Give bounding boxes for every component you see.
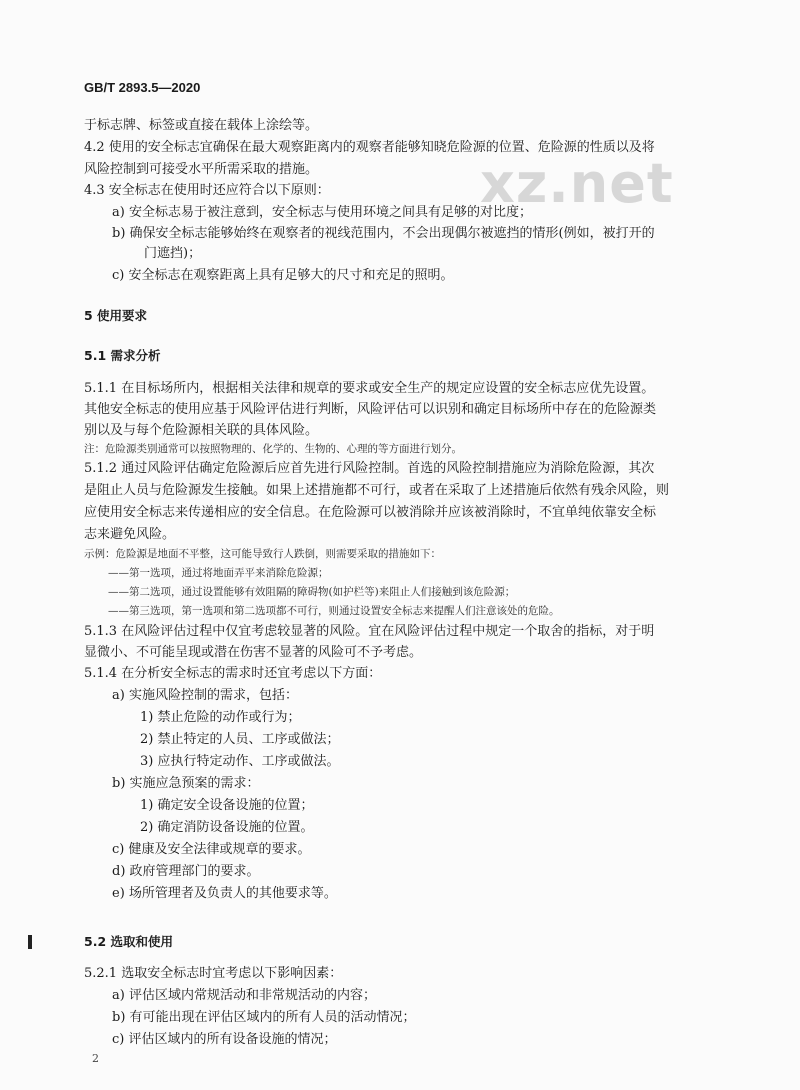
- text-line: 门遮挡)；: [144, 246, 202, 261]
- clause-5-1-2: 5.1.2 通过风险评估确定危险源后应首先进行风险控制。首选的风险控制措施应为消除危险源，其次: [84, 461, 655, 476]
- list-item: c) 评估区域内的所有设备设施的情况；: [112, 1032, 337, 1047]
- list-item: d) 政府管理部门的要求。: [112, 864, 260, 879]
- sub-list-item: 2) 禁止特定的人员、工序或做法；: [140, 732, 340, 747]
- standard-code-header: GB/T 2893.5—2020: [84, 80, 201, 95]
- sub-list-item: 1) 确定安全设备设施的位置；: [140, 798, 314, 813]
- list-item: c) 安全标志在观察距离上具有足够大的尺寸和充足的照明。: [112, 268, 454, 283]
- list-item: b) 确保安全标志能够始终在观察者的视线范围内，不会出现偶尔被遮挡的情形(例如，被打开的: [112, 226, 655, 241]
- list-item: a) 评估区域内常规活动和非常规活动的内容；: [112, 988, 376, 1003]
- text-line: 应使用安全标志来传递相应的安全信息。在危险源可以被消除并应该被消除时，不宜单纯依靠安全标: [84, 505, 657, 520]
- example-option: ——第二选项，通过设置能够有效阻隔的障碍物(如护栏等)来阻止人们接触到该危险源；: [108, 586, 516, 598]
- clause-5-1-1: 5.1.1 在目标场所内，根据相关法律和规章的要求或安全生产的规定应设置的安全标志应优先设置。: [84, 381, 655, 396]
- sub-list-item: 1) 禁止危险的动作或行为；: [140, 710, 301, 725]
- note: 注：危险源类别通常可以按照物理的、化学的、生物的、心理的等方面进行划分。: [84, 443, 462, 455]
- list-item: c) 健康及安全法律或规章的要求。: [112, 842, 311, 857]
- section-heading-5-1: 5.1 需求分析: [84, 348, 161, 363]
- clause-4-3: 4.3 安全标志在使用时还应符合以下原则：: [84, 183, 330, 198]
- text-line: 其他安全标志的使用应基于风险评估进行判断，风险评估可以识别和确定目标场所中存在的危险源类: [84, 402, 657, 417]
- sub-list-item: 3) 应执行特定动作、工序或做法。: [140, 754, 340, 769]
- section-heading-5-2: 5.2 选取和使用: [84, 934, 173, 949]
- text-line: 于标志牌、标签或直接在载体上涂绘等。: [84, 118, 319, 133]
- list-item: a) 实施风险控制的需求，包括：: [112, 688, 298, 703]
- text-line: 是阻止人员与危险源发生接触。如果上述措施都不可行，或者在采取了上述措施后依然有残余风险，则: [84, 483, 670, 498]
- section-heading-5: 5 使用要求: [84, 308, 148, 323]
- watermark: xz.net: [480, 152, 674, 215]
- list-item: b) 有可能出现在评估区域内的所有人员的活动情况；: [112, 1010, 416, 1025]
- margin-mark: [28, 935, 32, 949]
- list-item: a) 安全标志易于被注意到，安全标志与使用环境之间具有足够的对比度；: [112, 205, 532, 220]
- example-option: ——第一选项，通过将地面弄平来消除危险源；: [108, 567, 329, 579]
- text-line: 别以及与每个危险源相关联的具体风险。: [84, 423, 319, 438]
- list-item: e) 场所管理者及负责人的其他要求等。: [112, 886, 337, 901]
- clause-5-2-1: 5.2.1 选取安全标志时宜考虑以下影响因素：: [84, 966, 343, 981]
- list-item: b) 实施应急预案的需求：: [112, 776, 260, 791]
- page-number: 2: [92, 1052, 99, 1065]
- text-line: 显微小、不可能呈现或潜在伤害不显著的风险可不予考虑。: [84, 645, 423, 660]
- example: 示例：危险源是地面不平整，这可能导致行人跌倒，则需要采取的措施如下：: [84, 548, 441, 560]
- sub-list-item: 2) 确定消防设备设施的位置。: [140, 820, 314, 835]
- text-line: 风险控制到可接受水平所需采取的措施。: [84, 162, 319, 177]
- clause-4-2: 4.2 使用的安全标志宜确保在最大观察距离内的观察者能够知晓危险源的位置、危险源的性质以及将: [84, 140, 655, 155]
- clause-5-1-4: 5.1.4 在分析安全标志的需求时还宜考虑以下方面：: [84, 666, 382, 681]
- example-option: ——第三选项，第一选项和第二选项都不可行，则通过设置安全标志来提醒人们注意该处的危险。: [108, 605, 560, 617]
- clause-5-1-3: 5.1.3 在风险评估过程中仅宜考虑较显著的风险。宜在风险评估过程中规定一个取舍的指标，对于明: [84, 624, 655, 639]
- text-line: 志来避免风险。: [84, 527, 176, 542]
